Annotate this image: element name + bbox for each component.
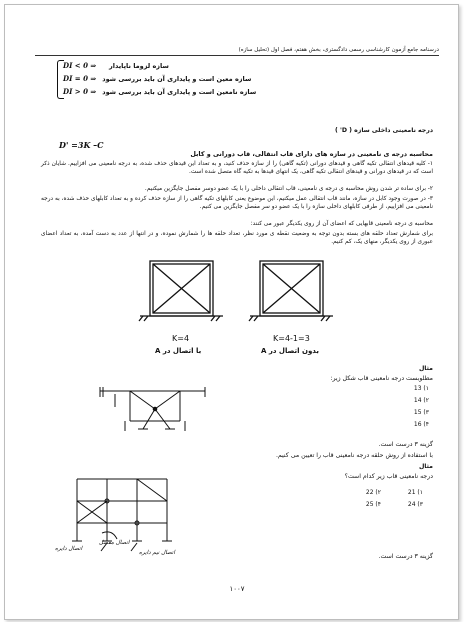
example-1-option: ۳) 15: [413, 409, 429, 416]
sketch-label: اتصال مفصل: [99, 540, 130, 546]
condition-row: [63, 72, 252, 85]
example-1-question: مطلوبست درجه نامعینی قاب شکل زیر:: [330, 375, 433, 382]
frame-without-connection: [249, 261, 333, 321]
paragraph-2: ۲- برای ساده تر شدن روش محاسبه ی درجه ی نامعینی، قاب انتقالی داخلی را با یک عضو دوسر مفصل جایگزین میکنیم.: [144, 186, 433, 192]
caption-left-letter: A: [155, 347, 161, 355]
k-label-right: K=4-1=3: [273, 334, 310, 343]
example-1-note: با استفاده از روش حلقه درجه نامعینی قاب را تعیین می کنیم.: [275, 452, 433, 459]
example-2-answer: گزینه ۳ درست است.: [378, 553, 433, 560]
sketch-label: اتصال نیم دایره: [139, 550, 175, 556]
example-1-option: ۴) 16: [413, 421, 429, 428]
example-1-label: مثال: [418, 365, 433, 372]
page-number: ۱۰۰۷: [229, 585, 245, 593]
condition-row: [63, 59, 213, 72]
sketch-label: اتصال دایره: [55, 546, 83, 552]
caption-right: [261, 347, 319, 355]
condition-row: [63, 85, 257, 98]
k-label-left: K=4: [172, 334, 190, 343]
example-2-question: درجه نامعینی قاب زیر کدام است؟: [344, 473, 433, 480]
example-2-option: ۴) 25: [365, 501, 381, 508]
example-2-option: ۲) 22: [365, 489, 381, 496]
condition-formula: DI = 0 ⇒: [63, 74, 97, 83]
condition-formula: DI > 0 ⇒: [63, 87, 97, 96]
paragraph-5: برای شمارش تعداد حلقه های بسته بدون توجه به وضعیت نقطه ی مورد نظر، تعداد حلقه ها را شمارش نموده، و در انتها از عدد به دست آمده، به تعداد اعضای عبوری از روی یکدیگر، منهای یک، کم کنیم.: [41, 231, 433, 246]
caption-right-text: بدون اتصال در: [268, 347, 319, 355]
paragraph-1: ۱- کلیه قیدهای انتقالی تکیه گاهی و قیدهای دورانی (تکیه گاهی) را از سازه حذف کنید، و به تعداد این قیدهای حذف شده، به درجه نامعینی می افزاییم. شایان ذکر است که در قیدهای دورانی و قیدهای انتقالی تکیه گاهی، یک انتهای قیدها به تکیه گاه متصل شده است.: [41, 161, 433, 176]
example-1-option: ۲) 14: [413, 397, 429, 404]
condition-formula: DI < 0 ⇒: [63, 61, 97, 70]
paragraph-4: محاسبه ی درجه نامعینی قابهایی که اعضای آن از روی یکدیگر عبور می کنند:: [250, 221, 433, 227]
example-1-sketch: [95, 379, 215, 439]
example-1-option: ۱) 13: [413, 385, 429, 392]
caption-left: [155, 347, 201, 355]
document-frame: [4, 4, 459, 620]
section-title: محاسبه درجه ی نامعینی در سازه های دارای قاب انتقالی، قاب دورانی و کابل: [190, 150, 433, 158]
caption-left-text: با اتصال در: [162, 347, 202, 355]
condition-text: سازه لزوما ناپایدار: [109, 61, 169, 70]
paragraph-3: ۳- در صورت وجود کابل در سازه، مانند قاب انتقالی عمل میکنیم، این موضوع یعنی کابلهای تکیه گاهی را از سازه حذف کرده و به تعداد کابلهای حذف شده، به درجه نامعینی می افزاییم، از طرفی کابلهای داخلی سازه را با یک عضو دو سر مفصل جایگزین می کنیم.: [41, 196, 433, 211]
frames-diagram: [35, 253, 439, 335]
condition-text: سازه نامعین است و پایداری آن باید بررسی شود: [102, 87, 257, 96]
dprime-formula: D' =3K –C: [59, 140, 104, 150]
page-header: درسنامه جامع آزمون کارشناسی رسمی دادگستری، بخش هفتم، فصل اول (تحلیل سازه): [35, 45, 439, 56]
example-2-option: ۱) 21: [407, 489, 423, 496]
dprime-heading: درجه نامعینی داخلی سازه ( D' ): [334, 127, 433, 134]
conditions-list: [63, 59, 257, 98]
document-page: [35, 19, 439, 609]
condition-text: سازه معین است و پایداری آن باید بررسی شود: [102, 74, 252, 83]
frame-with-connection: [139, 261, 223, 321]
example-2-option: ۳) 24: [407, 501, 423, 508]
caption-right-letter: A: [261, 347, 267, 355]
example-2-label: مثال: [418, 463, 433, 470]
example-1-answer: گزینه ۳ درست است.: [378, 441, 433, 448]
